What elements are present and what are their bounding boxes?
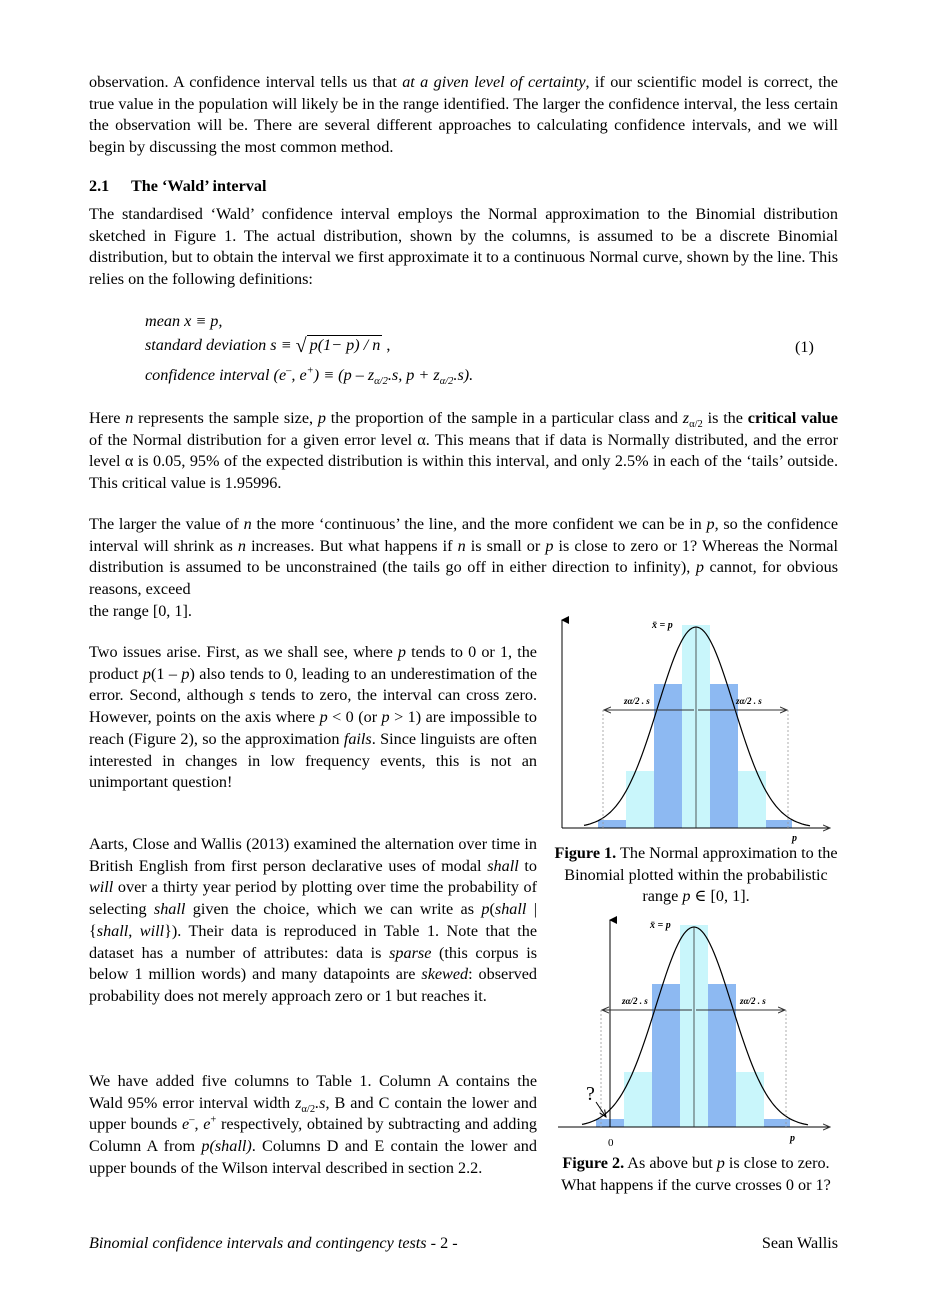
definitions-paragraph: Here n represents the sample size, p the proportion of the sample in a particular class and $z_{\alpha/2}$ is the critical value of the Normal distribution for a given error level α. This means that if data is Normally distributed, and the error level α is 0.05, 95% of the expected distribution is within this interval, and only 2.5% in each of the ‘tails’ outside. This critical value is 1.95996. bbox=[89, 409, 838, 493]
zero-label: 0 bbox=[608, 1137, 614, 1149]
equation-sd: standard deviation s ≡ √ p(1− p) / n , bbox=[145, 335, 391, 357]
left-interval-label: zα/2 . s bbox=[622, 996, 648, 1006]
equation-ci: confidence interval (e–, $e^+) \equiv (p - z_{\alpha/2}.s$, $p + z_{\alpha/2}.s$). bbox=[145, 365, 474, 388]
bar bbox=[626, 771, 654, 828]
figure1-plot bbox=[548, 614, 844, 844]
right-interval-label: zα/2 . s bbox=[736, 696, 762, 706]
footer-author: Sean Wallis bbox=[761, 1234, 838, 1252]
figure1-caption: Figure 1. The Normal approximation to the Binomial plotted within the probabilistic range p ∈ [0, 1]. bbox=[554, 844, 838, 906]
mean-label: x̄ = p bbox=[650, 920, 671, 931]
figure2-plot bbox=[548, 914, 844, 1154]
footer-title: Binomial confidence intervals and contingency tests - 2 - bbox=[89, 1234, 458, 1252]
intro-paragraph: observation. A confidence interval tells us that at a given level of certainty, if our scientific model is correct, the true value in the population will likely be in the range identified. The larger the confidence interval, the less certain the observation will be. There are several different approaches to calculating confidence intervals, and we will begin by discussing the most common method. bbox=[89, 73, 838, 157]
axis-label: p bbox=[790, 1133, 795, 1144]
figure2-caption: Figure 2. As above but p is close to zero. What happens if the curve crosses 0 or 1? bbox=[561, 1154, 831, 1194]
equation-mean: mean x ≡ p, bbox=[145, 312, 223, 330]
equation-number: (1) bbox=[795, 338, 814, 356]
bar bbox=[738, 771, 766, 828]
bar bbox=[598, 820, 626, 828]
larger-n-paragraph-end: the range [0, 1]. bbox=[89, 602, 192, 620]
left-interval-label: zα/2 . s bbox=[624, 696, 650, 706]
section-heading: 2.1 The ‘Wald’ interval bbox=[89, 177, 267, 195]
bar bbox=[624, 1072, 652, 1127]
axis-label: p bbox=[792, 833, 797, 844]
aarts-paragraph: Aarts, Close and Wallis (2013) examined the alternation over time in British English from first person declarative uses of modal shall to will over a thirty year period by plotting over time the probability of selecting shall given the choice, which we can write as p(shall | {shall, will}). Their data is reproduced in Table 1. Note that the dataset has a number of attributes: data is sparse (this corpus is below 1 million words) and many datapoints are skewed: observed probability does not merely approach zero or 1 but reaches it. bbox=[89, 835, 538, 1005]
question-mark: ? bbox=[586, 1083, 595, 1105]
bar bbox=[736, 1072, 764, 1127]
mean-label: x̄ = p bbox=[652, 620, 673, 631]
two-issues-paragraph: Two issues arise. First, as we shall see, where p tends to 0 or 1, the product p(1 – p) also tends to 0, leading to an underestimation of the error. Second, although s tends to zero, the interval can cross zero. However, points on the axis where p < 0 (or p > 1) are impossible to reach (Figure 2), so the approximation fails. Since linguists are often interested in changes in low frequency events, this is not an unimportant question! bbox=[89, 643, 538, 792]
sqrt-sign: √ bbox=[295, 335, 307, 357]
wald-paragraph: The standardised ‘Wald’ confidence interval employs the Normal approximation to the Binomial distribution sketched in Figure 1. The actual distribution, shown by the columns, is assumed to be a discrete Binomial distribution, but to obtain the interval we first approximate it to a continuous Normal curve, shown by the line. This relies on the following definitions: bbox=[89, 205, 838, 289]
larger-n-paragraph: The larger the value of n the more ‘continuous’ the line, and the more confident we can be in p, so the confidence interval will shrink as n increases. But what happens if n is small or p is close to zero or 1? Whereas the Normal distribution is assumed to be unconstrained (the tails go off in either direction to infinity), p cannot, for obvious reasons, exceed bbox=[89, 515, 838, 599]
added-columns-paragraph: We have added five columns to Table 1. Column A contains the Wald 95% error interval width $z_{\alpha/2}.s$, B and C contain the lower and upper bounds e–, e+ respectively, obtained by subtracting and adding Column A from p(shall). Columns D and E contain the lower and upper bounds of the Wilson interval described in section 2.2. bbox=[89, 1072, 538, 1177]
right-interval-label: zα/2 . s bbox=[740, 996, 766, 1006]
